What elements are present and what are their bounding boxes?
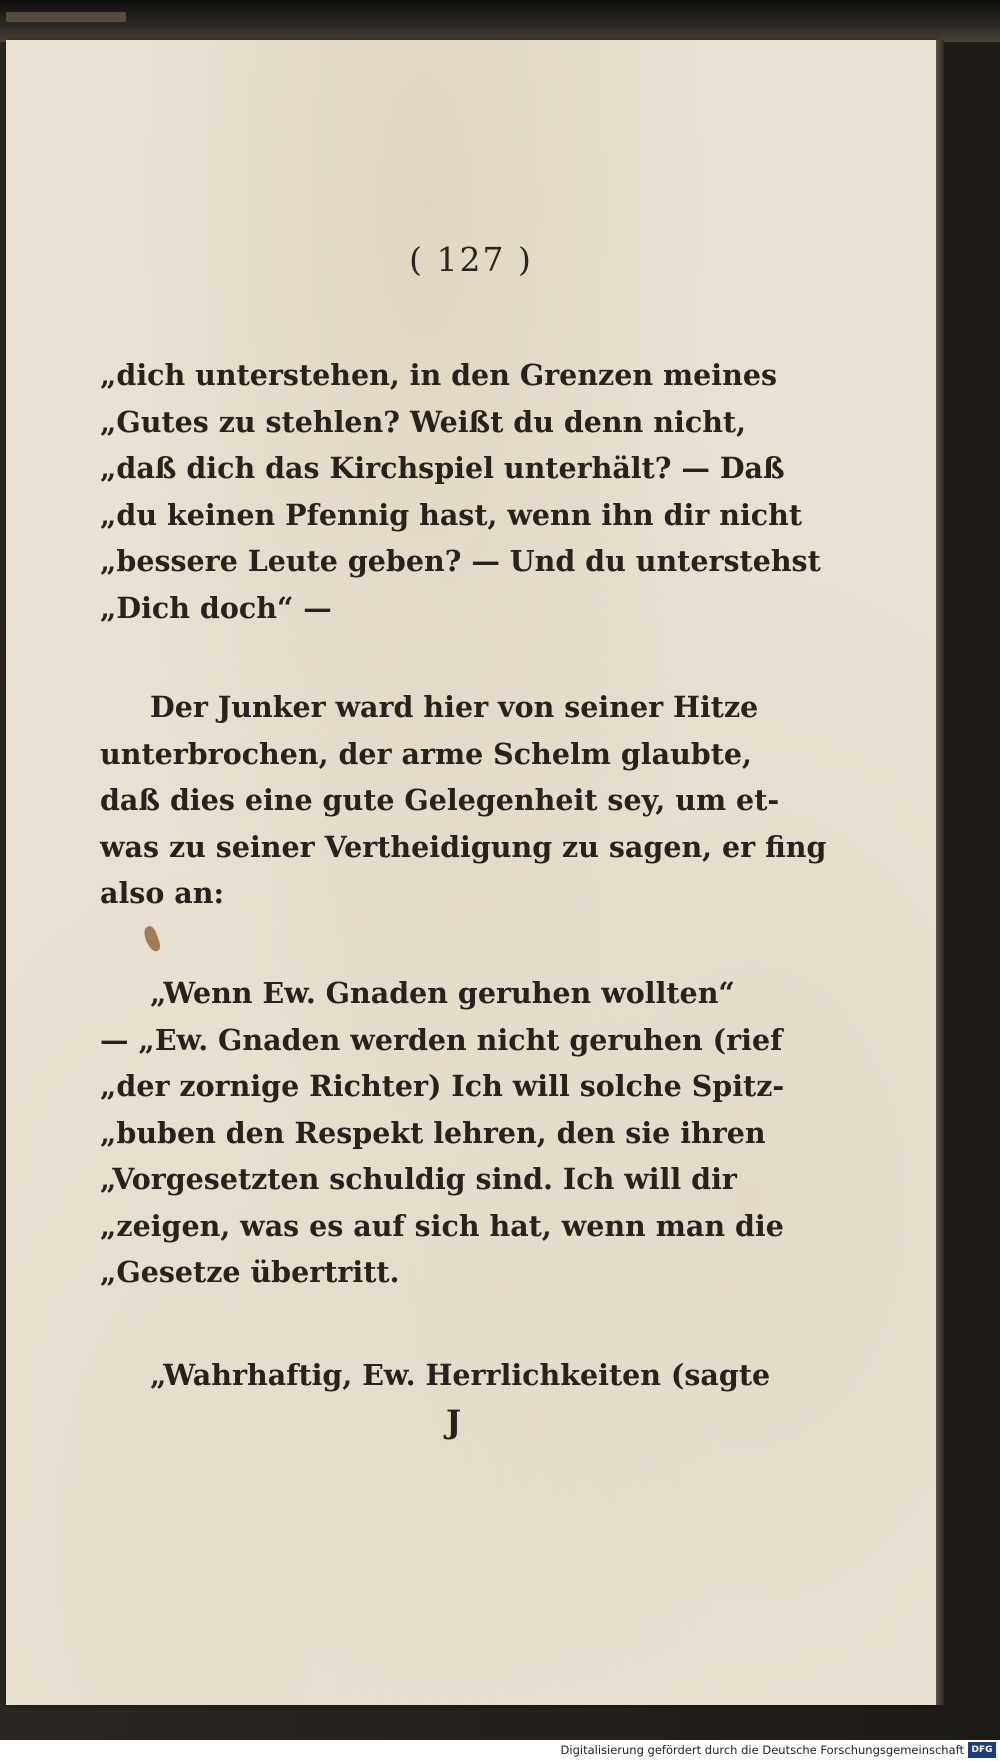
text-line: „dich unterstehen, in den Grenzen meines: [100, 358, 778, 392]
text-line: „der zornige Richter) Ich will solche Spitz-: [100, 1069, 785, 1103]
dfg-logo: DFG: [968, 1742, 996, 1758]
catchword: J: [446, 1403, 462, 1441]
text-line: was zu seiner Vertheidigung zu sagen, er fing: [100, 829, 827, 864]
text-line: daß dies eine gute Gelegenheit sey, um et-: [100, 783, 780, 817]
text-line: Der Junker ward hier von seiner Hitze: [150, 690, 759, 724]
text-line: „Vorgesetzten schuldig sind. Ich will dir: [100, 1162, 737, 1196]
text-line: also an:: [100, 876, 224, 910]
book-page: [6, 40, 936, 1705]
text-line: „Wahrhaftig, Ew. Herrlichkeiten (sagte: [150, 1358, 771, 1392]
footer-credit: Digitalisierung gefördert durch die Deutsche Forschungsgemeinschaft: [560, 1743, 964, 1757]
text-line: „Gesetze übertritt.: [100, 1255, 400, 1289]
paragraph-4: [100, 1352, 771, 1399]
page-number: ( 127 ): [409, 240, 533, 279]
text-line: „bessere Leute geben? — Und du unterstehst: [100, 544, 821, 578]
book-edge-strip: [6, 12, 126, 22]
text-line: „Wenn Ew. Gnaden geruhen wollten“: [150, 976, 735, 1010]
text-line: „daß dich das Kirchspiel unterhält? — Daß: [100, 451, 785, 485]
text-line: — „Ew. Gnaden werden nicht geruhen (rief: [100, 1022, 783, 1057]
text-line: „Dich doch“ —: [100, 590, 332, 625]
paragraph-2: [100, 684, 827, 917]
text-line: „zeigen, was es auf sich hat, wenn man die: [100, 1208, 784, 1243]
text-line: unterbrochen, der arme Schelm glaubte,: [100, 736, 752, 771]
ink-stain: [142, 925, 162, 954]
paragraph-1: [100, 352, 821, 631]
text-line: „buben den Respekt lehren, den sie ihren: [100, 1115, 766, 1150]
paragraph-3: [100, 970, 785, 1296]
book-top-edge: [0, 0, 1000, 42]
text-line: „du keinen Pfennig hast, wenn ihn dir nicht: [100, 497, 803, 532]
page-edge-shadow: [936, 40, 944, 1705]
text-line: „Gutes zu stehlen? Weißt du denn nicht,: [100, 404, 746, 439]
